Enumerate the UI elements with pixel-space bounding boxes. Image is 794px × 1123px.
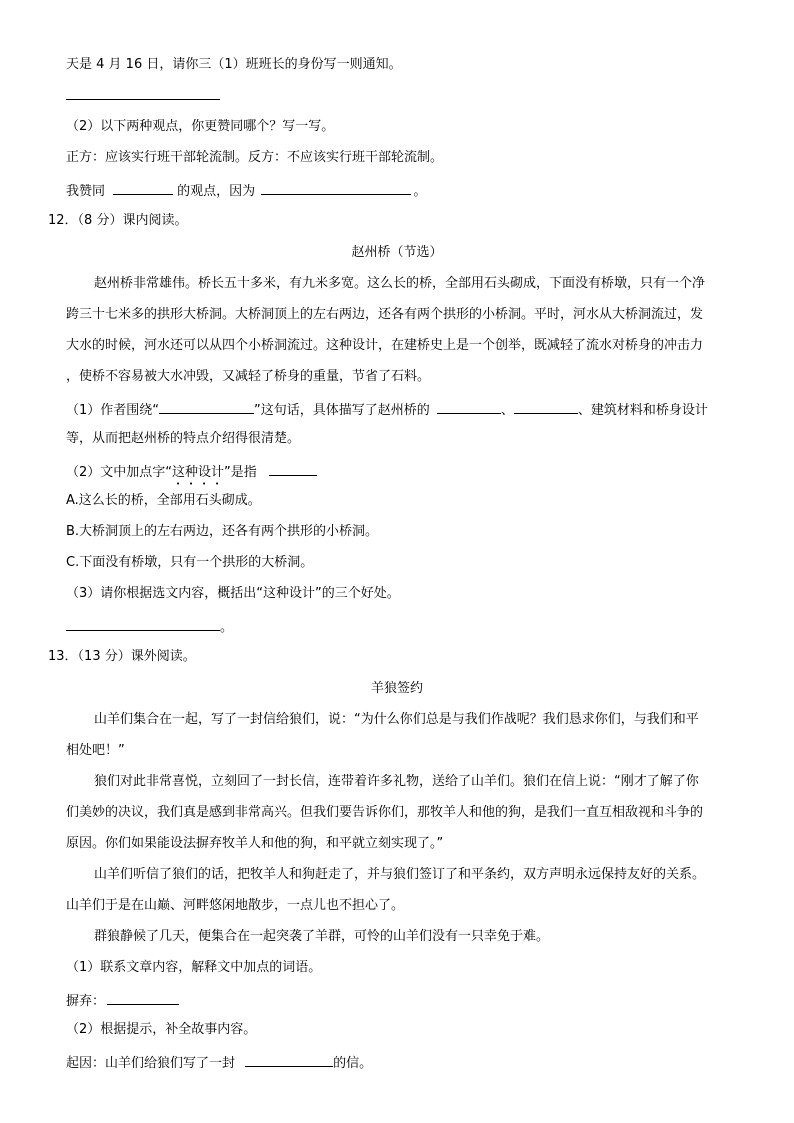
q13-passage-line: 山羊们听信了狼们的话，把牧羊人和狗赶走了，并与狼们签订了和平条约，双方声明永远保持友好的关系。	[94, 867, 706, 882]
q12-sub2-text: （2）文中加点字“	[66, 465, 173, 480]
answer-blank[interactable]	[66, 98, 220, 100]
q12-passage-line: ，使桥不容易被大水冲毁，又减轻了桥身的重量，节省了石料。	[66, 369, 431, 384]
q11-line-notice: 天是 4 月 16 日，请你三（1）班班长的身份写一则通知。	[66, 57, 402, 72]
q12-passage-title: 赵州桥（节选）	[351, 245, 443, 260]
q13-passage-line: 山羊们于是在山巅、河畔悠闲地散步，一点儿也不担心了。	[66, 898, 405, 913]
q13-word-line	[66, 990, 179, 1011]
q12-heading: 12．（8 分）课内阅读。	[48, 213, 188, 228]
answer-blank[interactable]	[159, 399, 254, 414]
option-a[interactable]: A.这么长的桥，全部用石头砌成。	[66, 493, 261, 508]
q12-sub2-text: ”是指	[224, 465, 257, 480]
q12-passage-line: 赵州桥非常雄伟。桥长五十多米，有九米多宽。这么长的桥，全部用石头砌成，下面没有桥墩，只有一个净	[94, 276, 706, 291]
q12-sub2	[66, 461, 317, 488]
dotted-phrase: 这种设计	[172, 465, 225, 480]
answer-blank[interactable]	[261, 180, 411, 195]
q12-sub3: （3）请你根据选文内容，概括出“这种设计”的三个好处。	[66, 586, 400, 601]
answer-blank[interactable]	[269, 461, 317, 476]
q11-agree-label: 我赞同	[66, 184, 106, 199]
option-c[interactable]: C.下面没有桥墩，只有一个拱形的大桥洞。	[66, 555, 314, 570]
dotted-word: 摒弃	[66, 994, 93, 1009]
q12-passage-line: 大水的时候，河水还可以从四个小桥洞流过。这种设计，在建桥史上是一个创举，既减轻了流水对桥身的冲击力	[66, 338, 704, 353]
answer-blank[interactable]	[113, 180, 173, 195]
q13-passage-line: 们美妙的决议，我们真是感到非常高兴。但我们要告诉你们，那牧羊人和他的狗，是我们一直互相敌视和斗争的	[66, 805, 704, 820]
q12-sub1-cont: 等，从而把赵州桥的特点介绍得很清楚。	[66, 431, 301, 446]
q12-sub1-text: （1）作者围绕“	[66, 403, 160, 418]
answer-blank[interactable]	[514, 399, 578, 414]
q13-passage-line: 山羊们集合在一起，写了一封信给狼们，说：“为什么你们总是与我们作战呢？我们恳求你们，与我们和平	[94, 712, 699, 727]
q12-sub1	[66, 399, 708, 420]
q13-heading: 13．（13 分）课外阅读。	[48, 649, 196, 664]
q13-passage-title: 羊狼签约	[370, 681, 423, 696]
q13-passage-line: 原因。你们如果能设法摒弃牧羊人和他的狗，和平就立刻实现了。”	[66, 836, 444, 851]
q12-sub1-text: ”这句话，具体描写了赵州桥的	[254, 403, 430, 418]
q13-sub1: （1）联系文章内容，解释文中加点的词语。	[66, 960, 322, 975]
q13-cause-text: 起因：山羊们给狼们写了一封	[66, 1056, 236, 1071]
q11-agree-mid: 的观点，因为	[177, 184, 256, 199]
q12-sub1-text: 、	[500, 403, 514, 418]
answer-blank[interactable]	[245, 1052, 333, 1067]
q12-sub3-end: 。	[220, 620, 234, 635]
q12-passage-line: 跨三十七米多的拱形大桥洞。大桥洞顶上的左右两边，还各有两个拱形的小桥洞。平时，河水从大桥洞流过，发	[66, 307, 704, 322]
q12-sub3-answer	[66, 616, 233, 637]
q12-sub1-text: 、建筑材料和桥身设计	[577, 403, 708, 418]
q11-views: 正方：应该实行班干部轮流制。反方：不应该实行班干部轮流制。	[66, 150, 444, 165]
q13-passage-line: 群狼静候了几天，便集合在一起突袭了羊群，可怜的山羊们没有一只幸免于难。	[94, 929, 550, 944]
option-b[interactable]: B.大桥洞顶上的左右两边，还各有两个拱形的小桥洞。	[66, 524, 379, 539]
q13-cause-text: 的信。	[333, 1056, 373, 1071]
q13-sub2: （2）根据提示，补全故事内容。	[66, 1022, 257, 1037]
q11-part2: （2）以下两种观点，你更赞同哪个？写一写。	[66, 119, 335, 134]
answer-blank[interactable]	[107, 990, 179, 1005]
answer-blank[interactable]	[437, 399, 501, 414]
q11-agree-end: 。	[413, 184, 427, 199]
q11-agree-line	[66, 180, 426, 201]
answer-blank[interactable]	[66, 616, 220, 631]
q13-cause-line	[66, 1052, 372, 1073]
q13-passage-line: 狼们对此非常喜悦，立刻回了一封长信，连带着许多礼物，送给了山羊们。狼们在信上说：“刚才了解了你	[94, 774, 699, 789]
q13-passage-line: 相处吧！”	[66, 743, 125, 758]
word-colon: ：	[92, 994, 106, 1009]
